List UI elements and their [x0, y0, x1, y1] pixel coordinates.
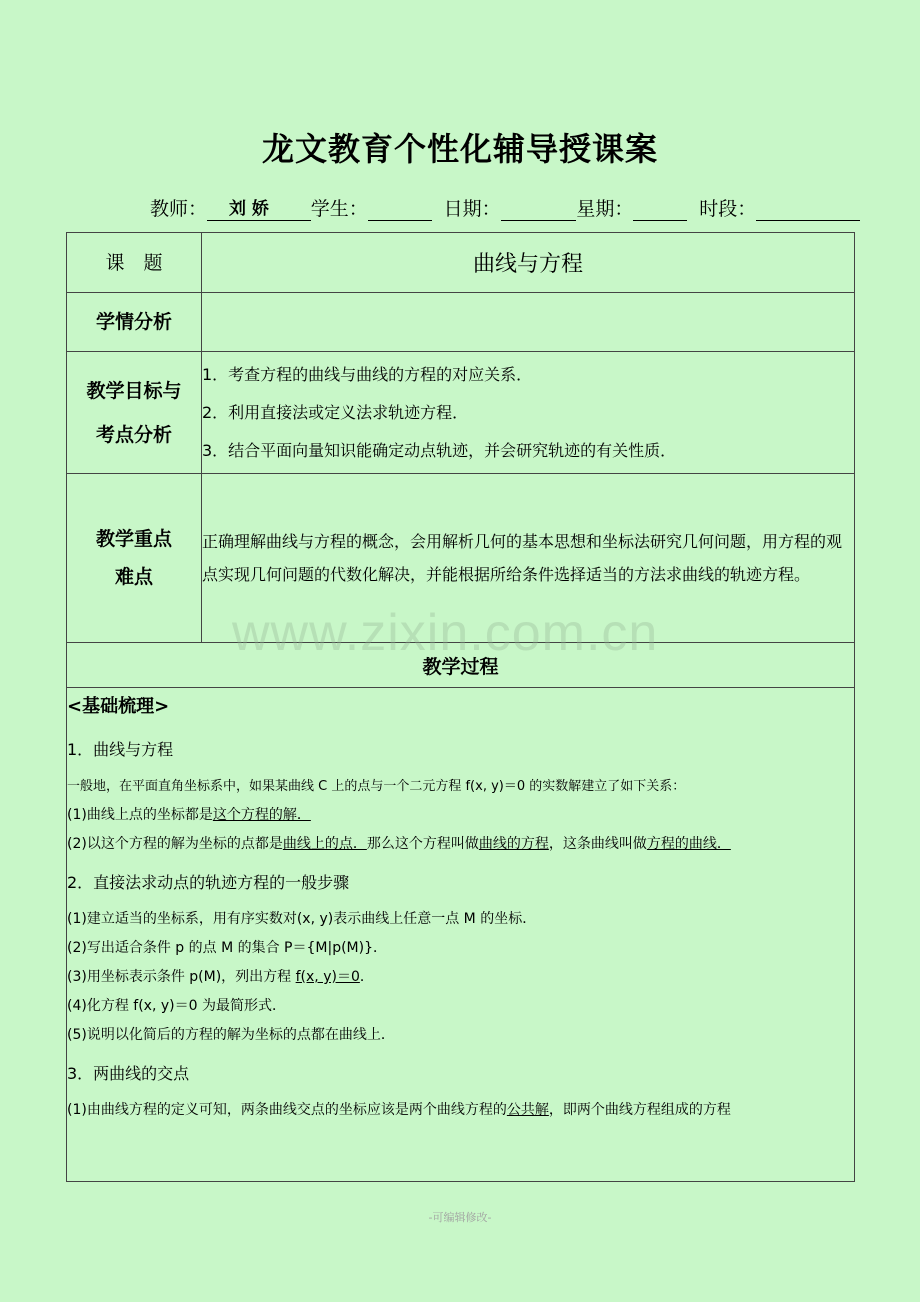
difficulty-label: [67, 474, 202, 643]
step-4: (4)化方程 f(x, y)＝0 为最简形式．: [67, 998, 286, 1014]
student-field[interactable]: [368, 196, 432, 221]
intersection-1: [67, 1096, 854, 1125]
difficulty-label-line-2: 难点: [114, 566, 153, 588]
period-label: 时段：: [699, 198, 757, 220]
step-3-end: ．: [359, 969, 374, 985]
process-content-row: [67, 688, 855, 1182]
weekday-field[interactable]: [633, 196, 687, 221]
goals-content: [202, 352, 855, 474]
step-1: (1)建立适当的坐标系，用有序实数对(x, y)表示曲线上任意一点 M 的坐标．: [67, 911, 537, 927]
goal-item-2: 2．利用直接法或定义法求轨迹方程．: [202, 402, 469, 422]
page-title: 龙文教育个性化辅导授课案: [261, 130, 658, 168]
weekday-label: 星期：: [576, 198, 634, 220]
condition-1: [67, 801, 854, 830]
goals-label-line-2: 考点分析: [95, 423, 172, 446]
teacher-label: 教师：: [150, 198, 208, 220]
watermark: www.zixin.com.cn: [232, 604, 659, 662]
paragraph-definition: 一般地，在平面直角坐标系中，如果某曲线 C 上的点与一个二元方程 f(x, y)＝0 的实数解建立了如下关系：: [67, 779, 686, 794]
difficulty-content: 正确理解曲线与方程的概念，会用解析几何的基本思想和坐标法研究几何问题，用方程的观点实现几何问题的代数化解决，并能根据所给条件选择适当的方法求曲线的轨迹方程。: [202, 474, 855, 643]
footer-note: -可编辑修改-: [428, 1211, 492, 1224]
goals-row: [67, 352, 855, 474]
step-3-text: (3)用坐标表示条件 p(M)，列出方程: [67, 969, 296, 985]
goals-label-line-1: 教学目标与: [86, 379, 182, 402]
topic-row: [67, 233, 855, 293]
analysis-row: [67, 293, 855, 352]
section-heading: <基础梳理>: [67, 696, 170, 717]
topic-value: 曲线与方程: [202, 233, 855, 293]
goals-label: [67, 352, 202, 474]
heading-curve-equation: 1．曲线与方程: [67, 740, 174, 759]
heading-direct-method: 2．直接法求动点的轨迹方程的一般步骤: [67, 873, 350, 892]
analysis-content[interactable]: [202, 293, 855, 352]
lesson-plan-table: [66, 232, 855, 1182]
condition-2: [67, 830, 854, 859]
difficulty-label-line-1: 教学重点: [95, 528, 172, 550]
process-content: [67, 688, 855, 1182]
analysis-label: 学情分析: [67, 293, 202, 352]
step-3: [67, 963, 854, 992]
step-3-underline: f(x, y)＝0: [295, 969, 360, 985]
goal-item-3: 3．结合平面向量知识能确定动点轨迹，并会研究轨迹的有关性质．: [202, 440, 677, 460]
process-header-row: [67, 643, 855, 688]
difficulty-row: [67, 474, 855, 643]
intersection-1-text: (1)由曲线方程的定义可知，两条曲线交点的坐标应该是两个曲线方程的: [67, 1102, 507, 1118]
condition-2-text-mid2: ，这条曲线叫做: [548, 836, 647, 852]
condition-1-text: (1)曲线上点的坐标都是: [67, 807, 213, 823]
step-5: (5)说明以化简后的方程的解为坐标的点都在曲线上．: [67, 1027, 395, 1043]
heading-intersection: 3．两曲线的交点: [67, 1064, 190, 1083]
condition-2-underline-3: 方程的曲线．: [646, 836, 731, 852]
intersection-1-underline: 公共解: [506, 1102, 549, 1118]
condition-1-underline: 这个方程的解．: [212, 807, 311, 823]
teacher-field[interactable]: 刘 娇: [207, 197, 311, 221]
period-field[interactable]: [756, 196, 860, 221]
condition-2-underline-1: 曲线上的点．: [282, 836, 367, 852]
date-label: 日期：: [443, 198, 501, 220]
process-title: 教学过程: [67, 643, 855, 688]
step-2: (2)写出适合条件 p 的点 M 的集合 P＝{M|p(M)}．: [67, 940, 387, 956]
intersection-1-end: ，即两个曲线方程组成的方程: [548, 1102, 731, 1118]
condition-2-underline-2: 曲线的方程: [478, 836, 549, 852]
condition-2-text: (2)以这个方程的解为坐标的点都是: [67, 836, 283, 852]
topic-label: 课 题: [67, 233, 202, 293]
goal-item-1: 1．考查方程的曲线与曲线的方程的对应关系．: [202, 364, 533, 384]
date-field[interactable]: [501, 196, 577, 221]
header-info: [150, 194, 860, 221]
student-label: 学生：: [310, 198, 368, 220]
condition-2-text-mid: 那么这个方程叫做: [366, 836, 479, 852]
